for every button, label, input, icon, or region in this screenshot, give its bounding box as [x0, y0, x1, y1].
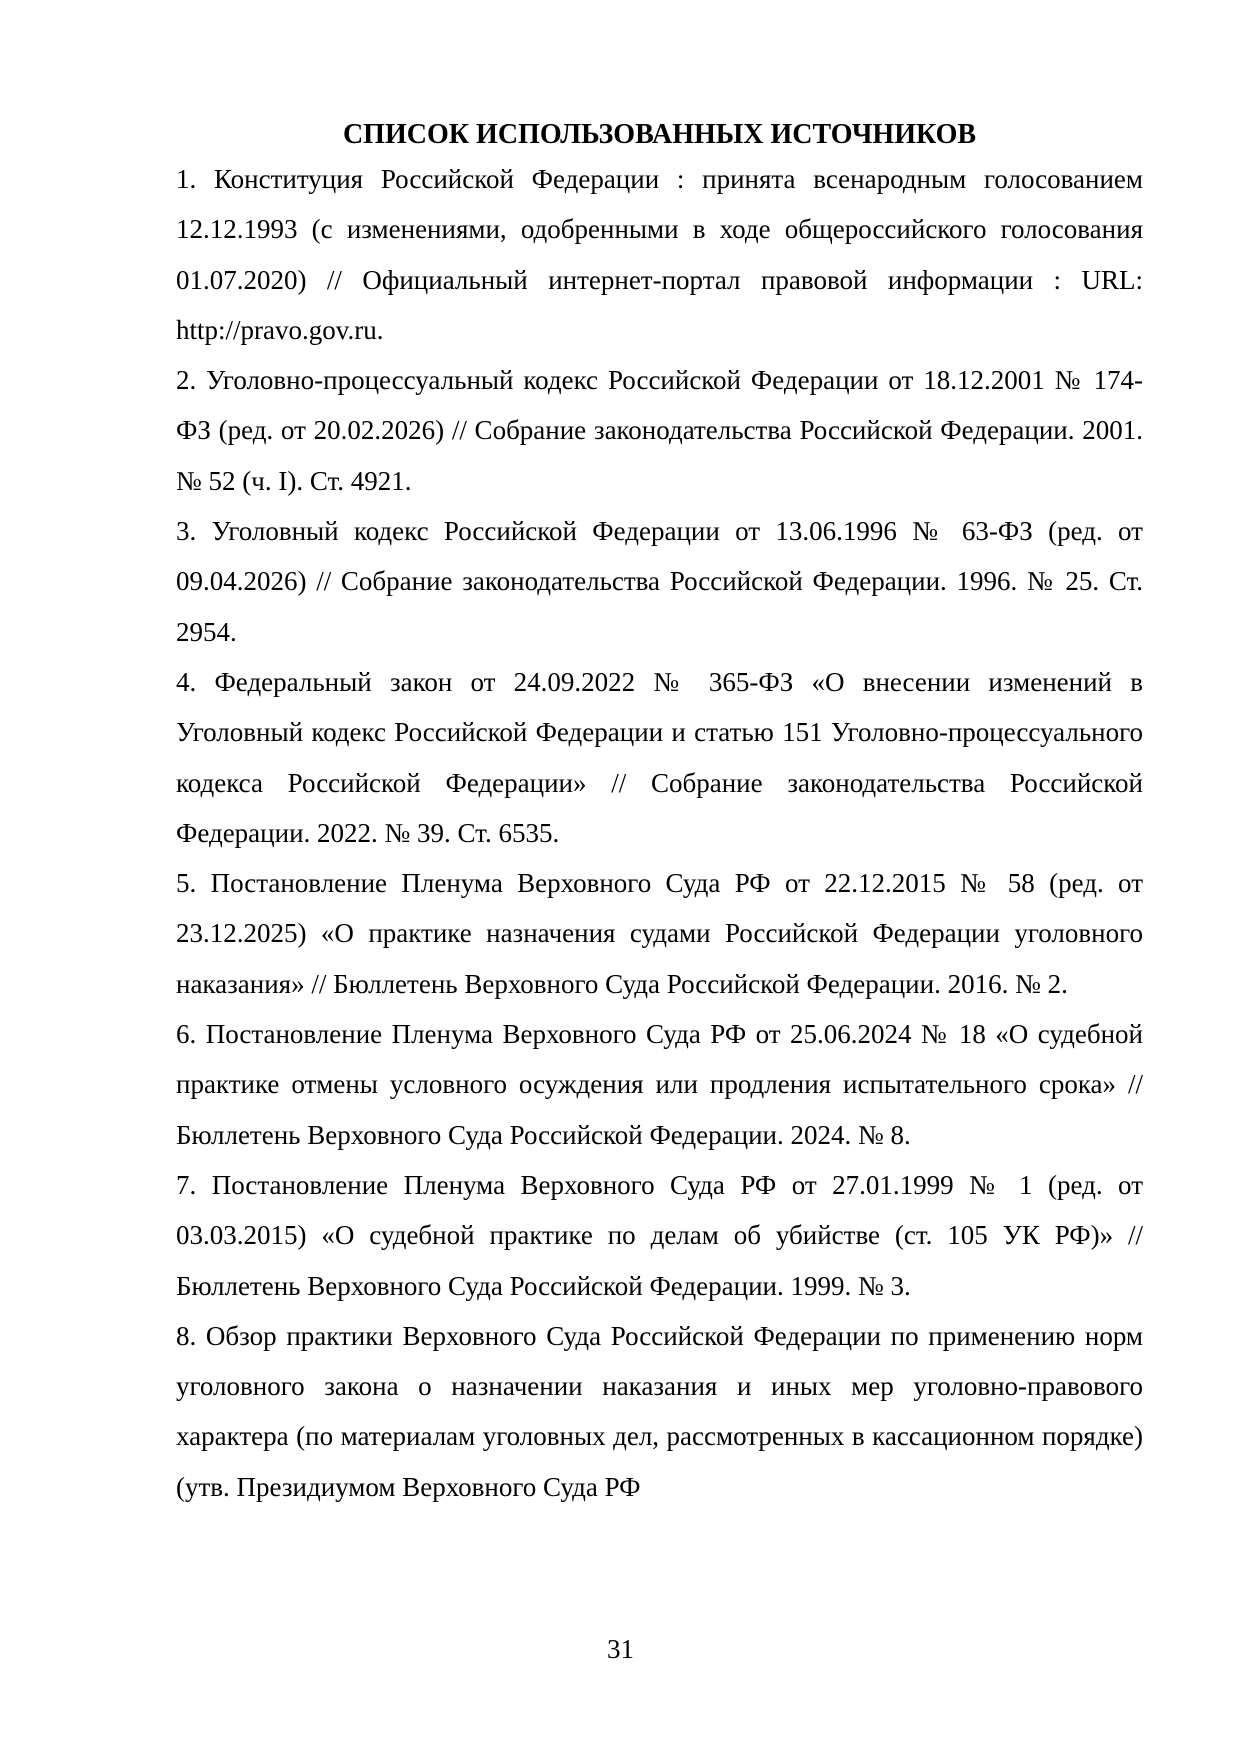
reference-item-4: 4. Федеральный закон от 24.09.2022 № 365-ФЗ «О внесении изменений в Уголовный кодекс Российской Федерации и статью 151 Уголовно-процессуального кодекса Российской Федерации» // Собрание законодательства Российской Федерации. 2022. № 39. Ст. 6535.: [176, 666, 1143, 848]
reference-item-7: 7. Постановление Пленума Верховного Суда РФ от 27.01.1999 № 1 (ред. от 03.03.2015) «О судебной практике по делам об убийстве (ст. 105 УК РФ)» // Бюллетень Верховного Суда Российской Федерации. 1999. № 3.: [176, 1169, 1143, 1301]
reference-item-1: 1. Конституция Российской Федерации : принята всенародным голосованием 12.12.1993 (с изменениями, одобренными в ходе общероссийского голосования 01.07.2020) // Официальный интернет-портал правовой информации : URL: http://pravo.gov.ru.: [176, 164, 1143, 345]
reference-item-2: 2. Уголовно-процессуальный кодекс Российской Федерации от 18.12.2001 № 174-ФЗ (ред. от 20.02.2026) // Собрание законодательства Российской Федерации. 2001. № 52 (ч. I). Ст. 4921.: [176, 365, 1143, 496]
page-number: 31: [607, 1634, 634, 1664]
reference-item-6: 6. Постановление Пленума Верховного Суда РФ от 25.06.2024 № 18 «О судебной практике отмены условного осуждения или продления испытательного срока» // Бюллетень Верховного Суда Российской Федерации. 2024. № 8.: [176, 1019, 1143, 1150]
reference-item-8: 8. Обзор практики Верховного Суда Российской Федерации по применению норм уголовного закона о назначении наказания и иных мер уголовно-правового характера (по материалам уголовных дел, рассмотренных в кассационном порядке) (утв. Президиумом Верховного Суда РФ: [176, 1320, 1143, 1502]
reference-item-3: 3. Уголовный кодекс Российской Федерации от 13.06.1996 № 63-ФЗ (ред. от 09.04.2026) // Собрание законодательства Российской Федерации. 1996. № 25. Ст. 2954.: [176, 516, 1143, 647]
reference-list: [176, 154, 1143, 1512]
reference-item-5: 5. Постановление Пленума Верховного Суда РФ от 22.12.2015 № 58 (ред. от 23.12.2025) «О практике назначения судами Российской Федерации уголовного наказания» // Бюллетень Верховного Суда Российской Федерации. 2016. № 2.: [176, 868, 1143, 999]
page-title: СПИСОК ИСПОЛЬЗОВАННЫХ ИСТОЧНИКОВ: [342, 119, 977, 150]
